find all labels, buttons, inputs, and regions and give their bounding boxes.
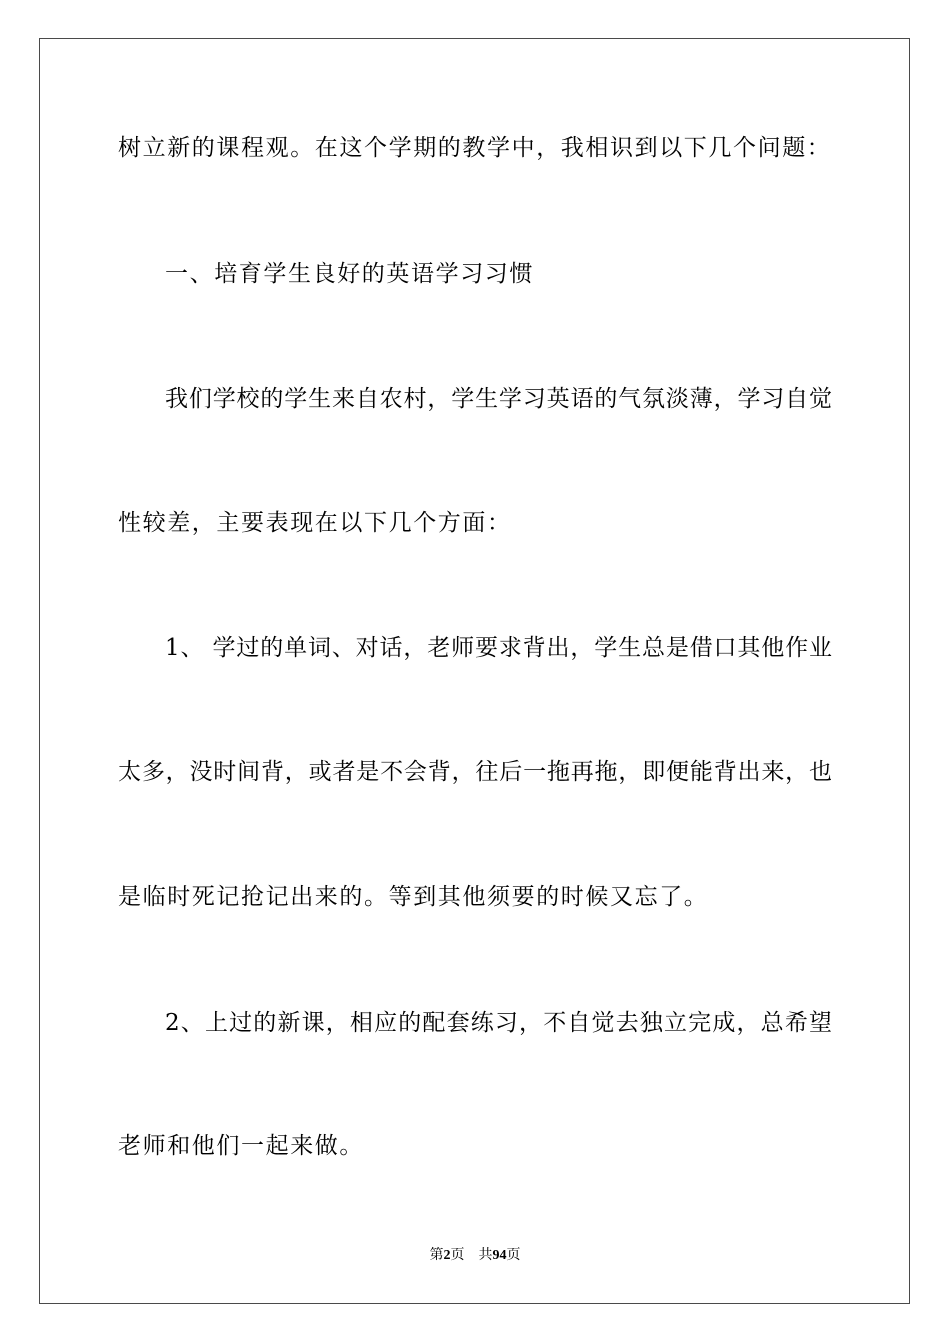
- page-frame: [39, 38, 910, 1304]
- total-suffix: 页: [506, 1248, 521, 1263]
- total-pages: 94: [492, 1248, 507, 1263]
- list-item-2-line-1: 2、上过的新课，相应的配套练习，不自觉去独立完成，总希望: [165, 1010, 832, 1036]
- list-item-2-line-2: 老师和他们一起来做。: [118, 1133, 364, 1159]
- section-heading: 一、培育学生良好的英语学习习惯: [165, 261, 534, 287]
- page-footer: [0, 1247, 950, 1265]
- list-item-1-line-3: 是临时死记抢记出来的。等到其他须要的时候又忘了。: [118, 884, 709, 910]
- page-prefix: 第: [429, 1248, 444, 1263]
- list-item-1-line-2: 太多，没时间背，或者是不会背，往后一拖再拖，即便能背出来，也: [118, 759, 832, 785]
- body-line-4: 性较差，主要表现在以下几个方面：: [118, 510, 512, 536]
- body-line-3: 我们学校的学生来自农村，学生学习英语的气氛淡薄，学习自觉: [165, 386, 832, 412]
- page-suffix: 页: [450, 1248, 465, 1263]
- page-number: 2: [443, 1248, 451, 1263]
- total-prefix: 共: [478, 1248, 493, 1263]
- body-line-1: 树立新的课程观。在这个学期的教学中，我相识到以下几个问题：: [118, 135, 832, 161]
- list-item-1-line-1: 1、 学过的单词、对话，老师要求背出，学生总是借口其他作业: [165, 635, 832, 661]
